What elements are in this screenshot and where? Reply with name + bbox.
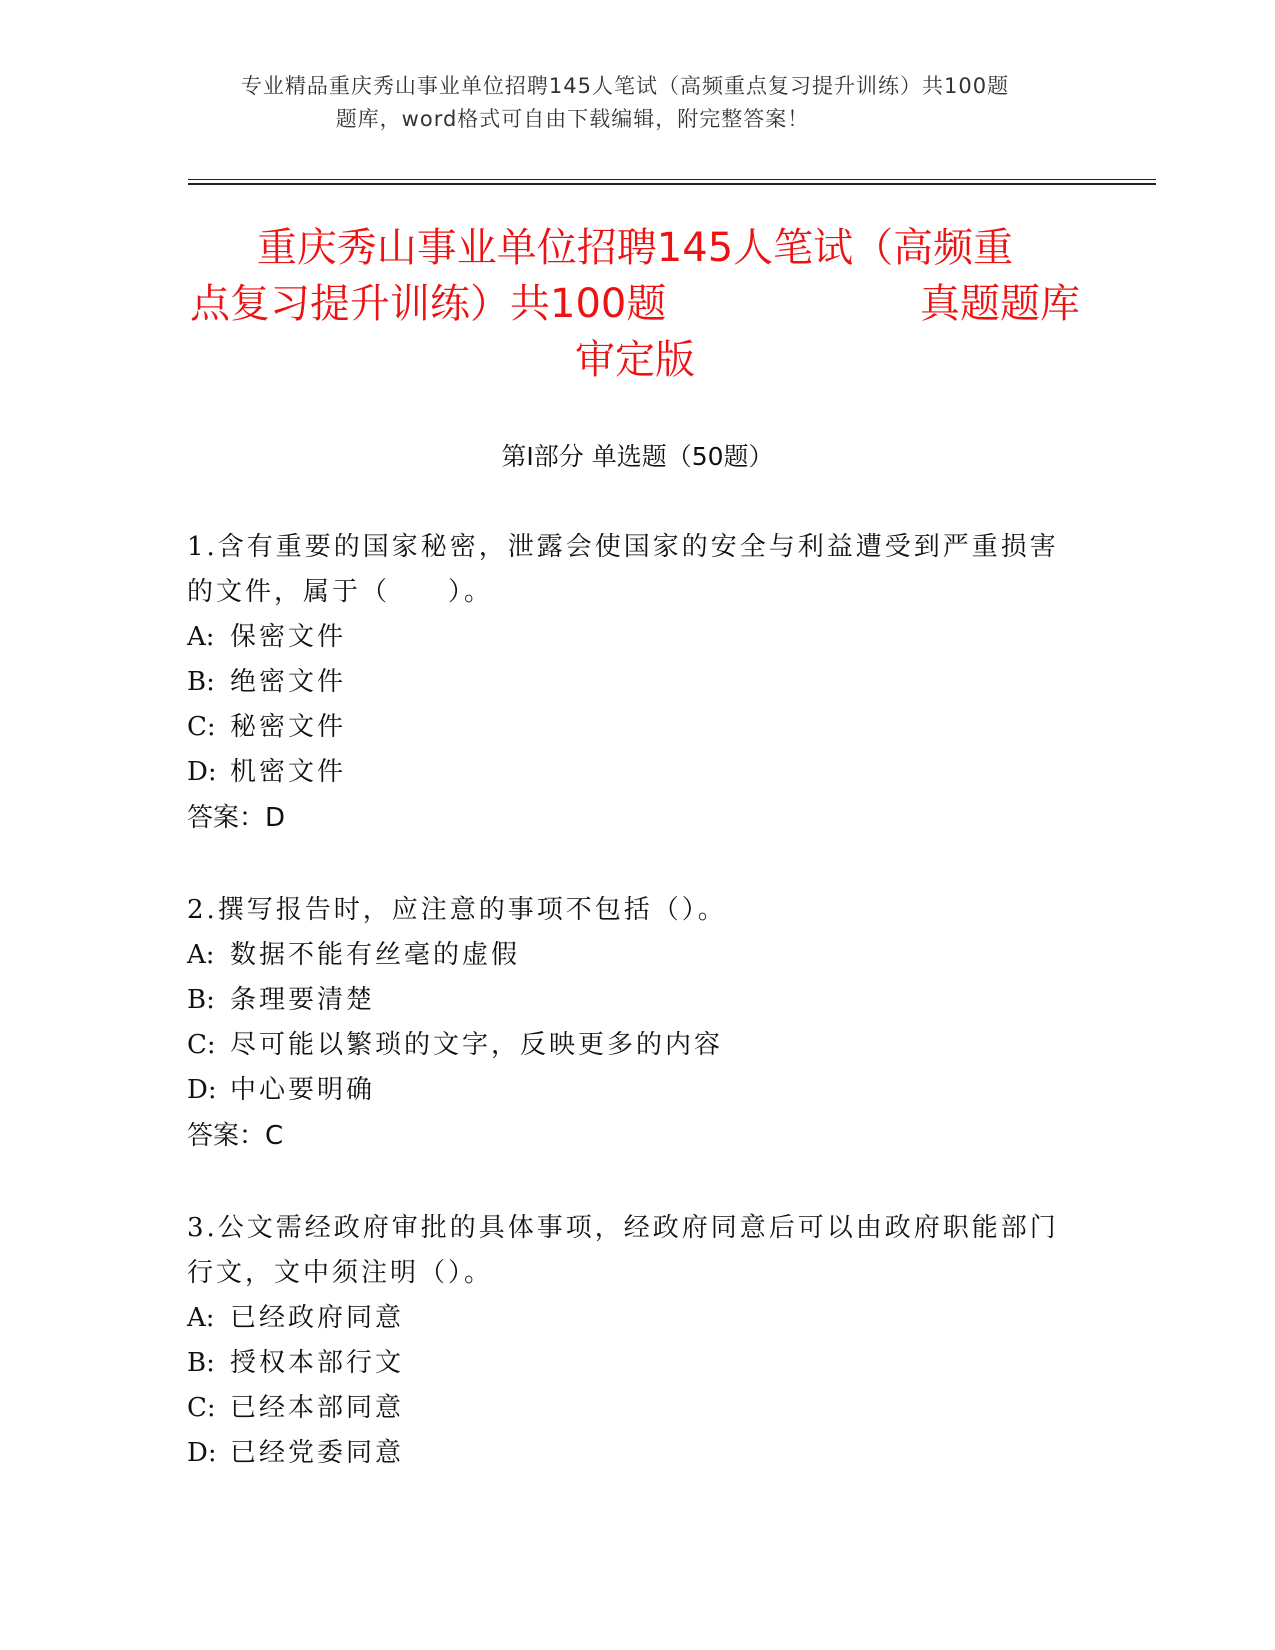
option-d xyxy=(187,750,1067,795)
question-stem: 3.公文需经政府审批的具体事项，经政府同意后可以由政府职能部门行文，文中须注明（）。 xyxy=(187,1213,1059,1288)
question-list xyxy=(187,525,1067,1523)
answer-line: 答案：D xyxy=(187,803,286,833)
option-text: 已经本部同意 xyxy=(230,1393,405,1423)
title-line-2-left: 点复习提升训练）共100题 xyxy=(190,281,667,327)
header-line-2: 题库，word格式可自由下载编辑，附完整答案！ xyxy=(335,107,810,131)
answer-line: 答案：C xyxy=(187,1121,284,1151)
page-header xyxy=(160,70,1090,136)
option-text: 尽可能以繁琐的文字，反映更多的内容 xyxy=(230,1030,724,1060)
title-line-3: 审定版 xyxy=(575,337,695,383)
option-d xyxy=(187,1431,1067,1476)
option-text: 数据不能有丝毫的虚假 xyxy=(230,940,521,970)
question-2 xyxy=(187,888,1067,1159)
option-text: 已经党委同意 xyxy=(230,1438,405,1468)
question-stem: 2.撰写报告时，应注意的事项不包括（）。 xyxy=(187,895,727,925)
option-letter: A: xyxy=(187,1303,215,1333)
option-b xyxy=(187,660,1067,705)
option-letter: D: xyxy=(187,757,217,787)
option-a xyxy=(187,615,1067,660)
header-divider-thin xyxy=(188,179,1156,180)
option-letter: A: xyxy=(187,940,215,970)
option-a xyxy=(187,1296,1067,1341)
option-c xyxy=(187,705,1067,750)
title-line-2-right: 真题题库 xyxy=(920,281,1080,327)
document-title xyxy=(190,220,1080,388)
option-letter: B: xyxy=(187,1348,215,1378)
option-letter: D: xyxy=(187,1075,217,1105)
option-letter: B: xyxy=(187,667,215,697)
option-letter: C: xyxy=(187,1393,216,1423)
header-line-1: 专业精品重庆秀山事业单位招聘145人笔试（高频重点复习提升训练）共100题 xyxy=(240,74,1010,98)
option-text: 机密文件 xyxy=(230,757,347,787)
option-letter: C: xyxy=(187,712,216,742)
title-line-2 xyxy=(190,276,1080,332)
header-divider-thick xyxy=(188,183,1156,185)
option-letter: B: xyxy=(187,985,215,1015)
option-text: 已经政府同意 xyxy=(230,1303,405,1333)
option-letter: C: xyxy=(187,1030,216,1060)
option-text: 秘密文件 xyxy=(230,712,347,742)
option-text: 保密文件 xyxy=(230,622,347,652)
option-b xyxy=(187,978,1067,1023)
option-a xyxy=(187,933,1067,978)
option-text: 绝密文件 xyxy=(230,667,347,697)
question-1 xyxy=(187,525,1067,841)
option-text: 中心要明确 xyxy=(230,1075,376,1105)
option-d xyxy=(187,1068,1067,1113)
title-line-1: 重庆秀山事业单位招聘145人笔试（高频重 xyxy=(256,225,1014,271)
option-letter: A: xyxy=(187,622,215,652)
option-text: 授权本部行文 xyxy=(230,1348,405,1378)
section-heading: 第Ⅰ部分 单选题（50题） xyxy=(501,442,774,471)
option-c xyxy=(187,1023,1067,1068)
option-text: 条理要清楚 xyxy=(230,985,376,1015)
option-c xyxy=(187,1386,1067,1431)
question-stem: 1.含有重要的国家秘密，泄露会使国家的安全与利益遭受到严重损害的文件，属于（ ）。 xyxy=(187,532,1059,607)
question-3 xyxy=(187,1206,1067,1476)
option-letter: D: xyxy=(187,1438,217,1468)
option-b xyxy=(187,1341,1067,1386)
